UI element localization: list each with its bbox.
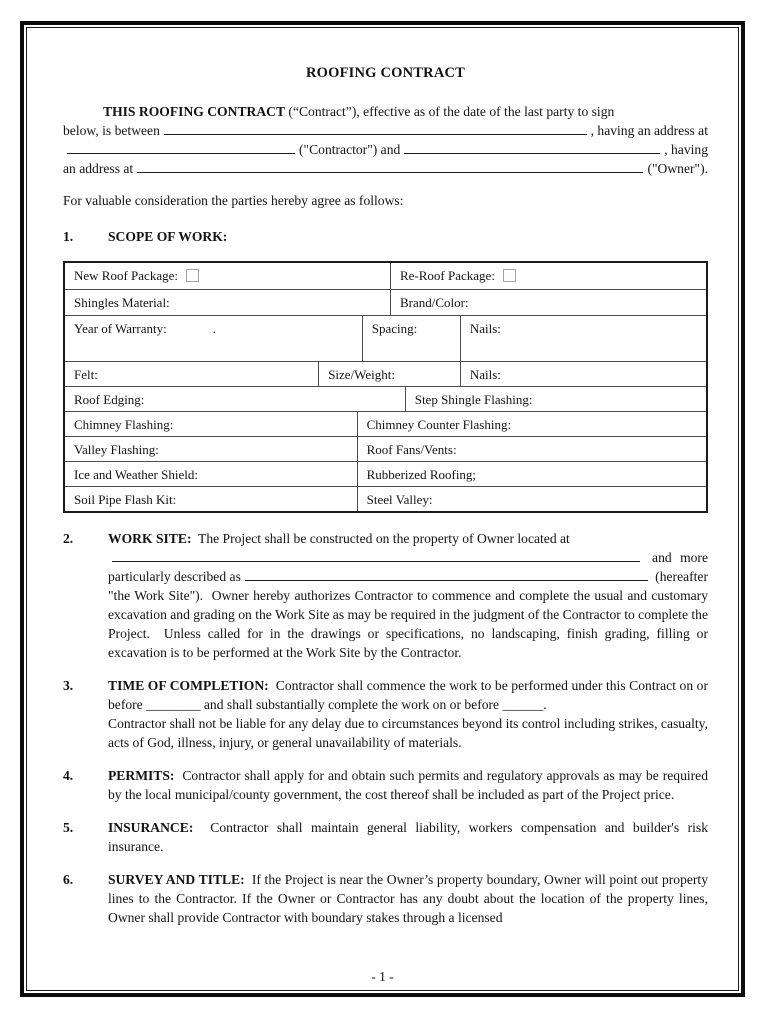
felt-cell: Felt: [74, 367, 98, 382]
table-row [65, 461, 706, 486]
shingles-material-cell: Shingles Material: [74, 295, 170, 310]
table-row [65, 386, 706, 411]
property-address-blank [112, 559, 640, 562]
intro-line4-pre: an address at [63, 161, 134, 176]
owner-name-blank [404, 151, 660, 154]
section-6-survey-and-title [63, 870, 712, 927]
table-row [65, 315, 706, 361]
roof-edging-cell: Roof Edging: [74, 392, 145, 407]
described-as-label: particularly described as [108, 569, 241, 584]
intro-line-3 [63, 140, 708, 159]
nails-cell: Nails: [460, 316, 706, 361]
re-roof-package-cell [390, 263, 706, 289]
page-number: - 1 - [371, 969, 394, 984]
work-site-lead: The Project shall be constructed on the property of Owner located at [191, 531, 570, 546]
contractor-address-blank [67, 151, 295, 154]
rubberized-roofing-cell: Rubberized Roofing; [357, 462, 706, 486]
work-site-line-3 [108, 567, 708, 586]
contract-page [26, 27, 739, 991]
chimney-counter-flashing-cell: Chimney Counter Flashing: [357, 412, 706, 436]
work-site-tail-2: and more [643, 550, 708, 565]
contractor-name-blank [164, 132, 587, 135]
table-row [65, 263, 706, 289]
valley-flashing-cell: Valley Flashing: [74, 442, 159, 457]
size-weight-cell: Size/Weight: [318, 362, 460, 386]
section-1-number: 1. [63, 229, 74, 244]
intro-line-4 [63, 159, 708, 178]
section-3-time-of-completion [63, 676, 712, 752]
page-border [20, 21, 745, 997]
section-3-heading: TIME OF COMPLETION: [108, 678, 269, 693]
new-roof-package-label: New Roof Package: [74, 268, 178, 283]
section-1-scope-of-work [63, 227, 708, 246]
description-blank [245, 578, 648, 581]
table-row [65, 436, 706, 461]
permits-body: Contractor shall apply for and obtain such permits and regulatory approvals as may be required by the local municipal/county government, the cost thereof shall be included as part of the Project price. [108, 768, 712, 802]
time-of-completion-body-1: Contractor shall commence the work to be performed under this Contract on or before ________ and shall substantially complete the work on or before ______. [108, 678, 712, 712]
spacing-cell: Spacing: [362, 316, 460, 361]
time-of-completion-body-2: Contractor shall not be liable for any delay due to circumstances beyond its control including strikes, casualty, acts of God, illness, injury, or general unavailability of materials. [108, 716, 712, 750]
brand-color-cell: Brand/Color: [390, 290, 706, 315]
page-title: ROOFING CONTRACT [305, 65, 466, 81]
section-4-number: 4. [63, 768, 74, 783]
steel-valley-cell: Steel Valley: [357, 487, 706, 511]
nails-cell: Nails: [460, 362, 706, 386]
insurance-body: Contractor shall maintain general liability, workers compensation and builder's risk insurance. [108, 820, 712, 854]
survey-title-body: If the Project is near the Owner’s property boundary, Owner will point out property lines to the Contractor. If the Owner or Contractor has any doubt about the location of the property lines, Owner shall provide Contractor with boundary stakes through a licensed [108, 872, 712, 925]
table-row [65, 411, 706, 436]
work-site-line-2 [108, 548, 708, 567]
roof-fans-vents-cell: Roof Fans/Vents: [357, 437, 706, 461]
step-shingle-flashing-cell: Step Shingle Flashing: [405, 387, 706, 411]
table-row [65, 361, 706, 386]
work-site-tail-3: (hereafter [651, 569, 708, 584]
intro-lead-bold: THIS ROOFING CONTRACT [103, 104, 286, 119]
intro-line2-pre: below, is between [63, 123, 160, 138]
chimney-flashing-cell: Chimney Flashing: [74, 417, 174, 432]
section-5-heading: INSURANCE: [108, 820, 194, 835]
re-roof-checkbox[interactable] [503, 269, 516, 282]
section-3-number: 3. [63, 678, 74, 693]
work-site-body: "the Work Site"). Owner hereby authorizes Contractor to commence and complete the usual and customary excavation and grading on the Work Site as may be required in the judgment of the Contractor to complete the Project. Unless called for in the drawings or specifications, no landscaping, finish grading, filling or excavation is to be performed at the Work Site by the Contractor. [108, 588, 712, 660]
intro-line-2 [63, 121, 708, 140]
section-4-permits [63, 766, 712, 804]
section-2-heading: WORK SITE: [108, 531, 192, 546]
section-2-number: 2. [63, 531, 74, 546]
intro-line1-rest: (“Contract”), effective as of the date of the last party to sign [285, 104, 615, 119]
new-roof-checkbox[interactable] [186, 269, 199, 282]
intro-paragraph [63, 102, 708, 178]
year-of-warranty-cell [65, 316, 362, 361]
work-site-line-1 [108, 529, 708, 548]
year-of-warranty-label: Year of Warranty: [74, 321, 167, 336]
owner-address-blank [137, 170, 643, 173]
consideration-clause: For valuable consideration the parties hereby agree as follows: [63, 193, 404, 208]
scope-of-work-table [63, 261, 708, 513]
section-5-insurance [63, 818, 712, 856]
intro-line2-post: , having an address at [590, 123, 708, 138]
warranty-dot: . [212, 321, 216, 336]
section-5-number: 5. [63, 820, 74, 835]
intro-line3-post: , having [664, 142, 708, 157]
table-row [65, 486, 706, 511]
ice-weather-shield-cell: Ice and Weather Shield: [74, 467, 198, 482]
intro-line3-mid: ("Contractor") and [299, 142, 401, 157]
section-4-heading: PERMITS: [108, 768, 175, 783]
re-roof-package-label: Re-Roof Package: [399, 268, 495, 283]
section-1-heading: SCOPE OF WORK: [108, 229, 228, 244]
table-row [65, 289, 706, 315]
soil-pipe-flash-kit-cell: Soil Pipe Flash Kit: [74, 492, 177, 507]
section-6-number: 6. [63, 872, 74, 887]
intro-line4-post: ("Owner"). [647, 161, 708, 176]
intro-line-1 [63, 102, 708, 121]
section-6-heading: SURVEY AND TITLE: [108, 872, 245, 887]
section-2-work-site [63, 529, 712, 662]
new-roof-package-cell [65, 263, 390, 289]
